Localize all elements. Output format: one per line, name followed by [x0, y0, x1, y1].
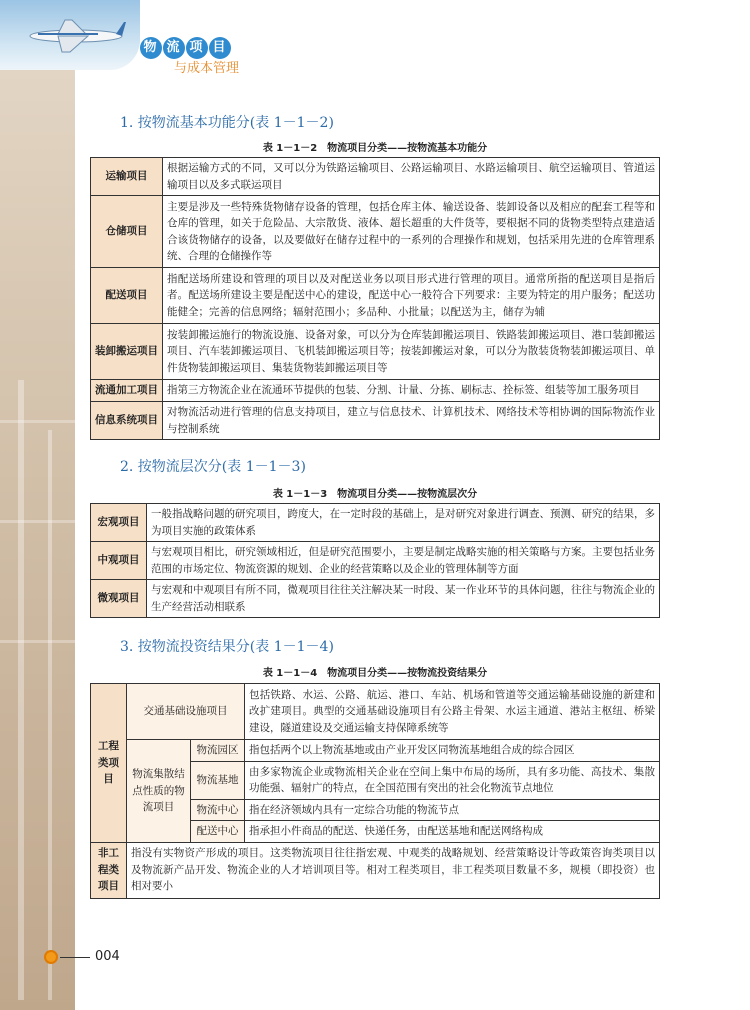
- table-row: [91, 268, 660, 324]
- table-level-classification: [90, 503, 660, 618]
- table-row: [91, 196, 660, 268]
- table-row: [91, 740, 660, 762]
- row-description: 对物流活动进行管理的信息支持项目，建立与信息技术、计算机技术、网络技术等相协调的国际物流作业与控制系统: [163, 402, 660, 440]
- row-label: 非工程类项目: [91, 842, 127, 898]
- row-label: 中观项目: [91, 542, 147, 580]
- crane-mast-decoration: [48, 430, 52, 1000]
- table-caption-3: 表 1－1－4 物流项目分类——按物流投资结果分: [262, 668, 488, 679]
- book-title: [140, 36, 232, 59]
- row-description: 一般指战略问题的研究项目，跨度大，在一定时段的基础上，是对研究对象进行调查、预测、研究的结果，多为项目实施的政策体系: [147, 504, 660, 542]
- crane-beam-decoration: [0, 640, 75, 643]
- row-sublabel: 交通基础设施项目: [127, 684, 245, 740]
- crane-beam-decoration: [0, 520, 75, 523]
- row-description: 由多家物流企业或物流相关企业在空间上集中布局的场所，具有多功能、高技术、集散功能强、辐射广的特点，在全国范围有突出的社会化物流节点地位: [245, 761, 660, 799]
- row-sublabel: 物流园区: [191, 740, 245, 762]
- crane-mast-decoration: [18, 380, 24, 1000]
- table-row: [91, 504, 660, 542]
- table-caption-1: 表 1－1－2 物流项目分类——按物流基本功能分: [262, 143, 488, 154]
- page-divider-line: [60, 957, 90, 958]
- row-description: 指承担小件商品的配送、快递任务，由配送基地和配送网络构成: [245, 821, 660, 843]
- row-label: 微观项目: [91, 580, 147, 618]
- row-label: 配送项目: [91, 268, 163, 324]
- table-row: [91, 158, 660, 196]
- row-description: 包括铁路、水运、公路、航运、港口、车站、机场和管道等交通运输基础设施的新建和改扩建项目。典型的交通基础设施项目有公路主骨架、水运主通道、港站主枢纽、桥梁建设，隧道建设及交通运输支持保障系统等: [245, 684, 660, 740]
- table-row: [91, 324, 660, 380]
- table-row: [91, 684, 660, 740]
- table-investment-classification: [90, 683, 660, 899]
- row-sublabel: 物流中心: [191, 799, 245, 821]
- table-row: [91, 842, 660, 898]
- row-label: 仓储项目: [91, 196, 163, 268]
- row-description: 指没有实物资产形成的项目。这类物流项目往往指宏观、中观类的战略规划、经营策略设计等政策咨询类项目以及物流新产品开发、物流企业的人才培训项目等。相对工程类项目，非工程类项目数量不多，规模（即投资）也相对要小: [127, 842, 660, 898]
- section-heading-3: 3. 按物流投资结果分(表 1－1－4): [120, 639, 334, 655]
- row-label: 流通加工项目: [91, 380, 163, 402]
- table-row: [91, 542, 660, 580]
- row-description: 指在经济领域内具有一定综合功能的物流节点: [245, 799, 660, 821]
- book-title-char: 目: [209, 37, 231, 59]
- row-description: 指配送场所建设和管理的项目以及对配送业务以项目形式进行管理的项目。通常所指的配送项目是指后者。配送场所建设主要是配送中心的建设，配送中心一般符合下列要求：主要为特定的用户服务；配送功能健全；完善的信息网络；辐射范围小；多品种、小批量；以配送为主，储存为辅: [163, 268, 660, 324]
- book-title-char: 项: [186, 37, 208, 59]
- section-heading-1: 1. 按物流基本功能分(表 1－1－2): [120, 115, 334, 131]
- table-functional-classification: [90, 157, 660, 440]
- row-description: 指包括两个以上物流基地或由产业开发区同物流基地组合成的综合园区: [245, 740, 660, 762]
- airplane-icon: [18, 14, 128, 54]
- row-label: 装卸搬运项目: [91, 324, 163, 380]
- table-row: [91, 580, 660, 618]
- table-row: [91, 402, 660, 440]
- side-decoration-band: [0, 0, 75, 1010]
- row-description: 根据运输方式的不同，又可以分为铁路运输项目、公路运输项目、水路运输项目、航空运输项目、管道运输项目以及多式联运项目: [163, 158, 660, 196]
- row-label: 运输项目: [91, 158, 163, 196]
- page-dot-icon: [44, 950, 58, 964]
- row-description: 指第三方物流企业在流通环节提供的包装、分割、计量、分拣、刷标志、拴标签、组装等加工服务项目: [163, 380, 660, 402]
- crane-beam-decoration: [0, 420, 75, 423]
- row-label: 宏观项目: [91, 504, 147, 542]
- table-caption-2: 表 1－1－3 物流项目分类——按物流层次分: [272, 489, 478, 500]
- row-label: 工程类项目: [91, 684, 127, 843]
- row-description: 按装卸搬运施行的物流设施、设备对象，可以分为仓库装卸搬运项目、铁路装卸搬运项目、港口装卸搬运项目、汽车装卸搬运项目、飞机装卸搬运项目等；按装卸搬运对象，可以分为散装货物装卸搬运项目、单件货物装卸搬运项目、集装货物装卸搬运项目等: [163, 324, 660, 380]
- section-heading-2: 2. 按物流层次分(表 1－1－3): [120, 459, 306, 475]
- row-sublabel: 配送中心: [191, 821, 245, 843]
- row-sublabel: 物流基地: [191, 761, 245, 799]
- book-title-char: 流: [163, 37, 185, 59]
- book-subtitle: 与成本管理: [174, 61, 240, 76]
- row-sublabel: 物流集散结点性质的物流项目: [127, 740, 191, 843]
- page-number-text: 004: [95, 949, 120, 964]
- row-description: 与宏观和中观项目有所不同，微观项目往往关注解决某一时段、某一作业环节的具体问题，往往与物流企业的生产经营活动相联系: [147, 580, 660, 618]
- table-row: [91, 380, 660, 402]
- book-title-char: 物: [140, 37, 162, 59]
- row-description: 与宏观项目相比，研究领域相近，但是研究范围要小，主要是制定战略实施的相关策略与方案。主要包括业务范围的市场定位、物流资源的规划、企业的经营策略以及企业的管理体制等方面: [147, 542, 660, 580]
- header-sky-image: [0, 0, 140, 70]
- row-label: 信息系统项目: [91, 402, 163, 440]
- row-description: 主要是涉及一些特殊货物储存设备的管理，包括仓库主体、输送设备、装卸设备以及相应的配套工程等和仓库的管理，如关于危险品、大宗散货、液体、超长超重的大件货等，要根据不同的货物类型特点建造适合该货物储存的设备，以及要做好在储存过程中的一系列的合理操作和规划，包括采用先进的仓库管理系统、合理的仓储操作等: [163, 196, 660, 268]
